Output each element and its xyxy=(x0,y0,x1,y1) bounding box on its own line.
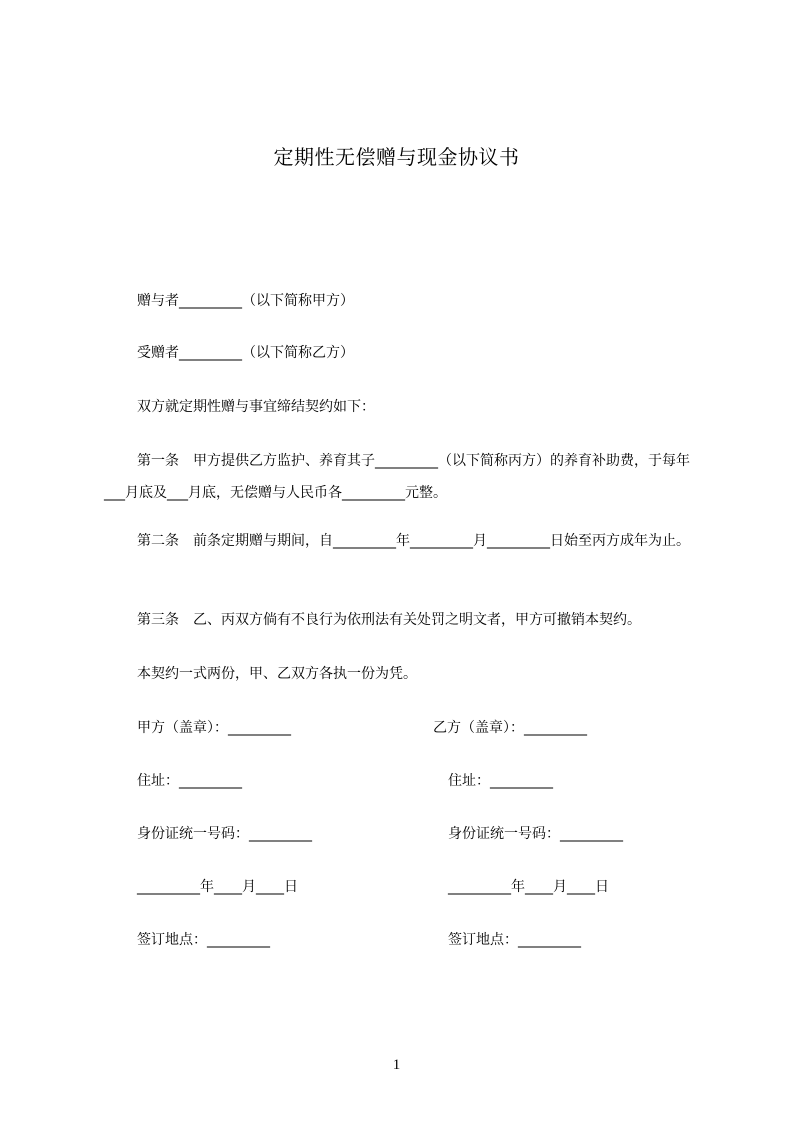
party-b-place: 签订地点：_________ xyxy=(448,932,581,948)
party-a-date: _________年____月____日 xyxy=(137,879,298,895)
party-b-address: 住址：_________ xyxy=(448,773,553,789)
article-3: 第三条 乙、丙双方倘有不良行为依刑法有关处罚之明文者，甲方可撤销本契约。 xyxy=(137,612,641,628)
donor-line: 赠与者_________（以下简称甲方） xyxy=(137,293,354,309)
party-b-id: 身份证统一号码：_________ xyxy=(448,826,623,842)
copies-statement: 本契约一式两份，甲、乙双方各执一份为凭。 xyxy=(137,666,417,682)
article-2: 第二条 前条定期赠与期间，自_________年_________月_________日始至丙方成年为止。 xyxy=(137,533,690,549)
party-b-date: _________年____月____日 xyxy=(448,879,609,895)
party-a-place: 签订地点：_________ xyxy=(137,932,270,948)
party-a-id: 身份证统一号码：_________ xyxy=(137,826,312,842)
page-number: 1 xyxy=(392,1057,401,1073)
donee-line: 受赠者_________（以下简称乙方） xyxy=(137,345,354,361)
party-a-seal: 甲方（盖章）：_________ xyxy=(137,720,291,736)
party-b-seal: 乙方（盖章）：_________ xyxy=(433,720,587,736)
agreement-intro: 双方就定期性赠与事宜缔结契约如下： xyxy=(137,399,375,415)
party-a-address: 住址：_________ xyxy=(137,773,242,789)
article-1: 第一条 甲方提供乙方监护、养育其子_________（以下简称丙方）的养育补助费，于每年___月底及___月底，无偿赠与人民币各_________元整。 xyxy=(104,453,690,501)
document-title: 定期性无偿赠与现金协议书 xyxy=(273,145,520,169)
